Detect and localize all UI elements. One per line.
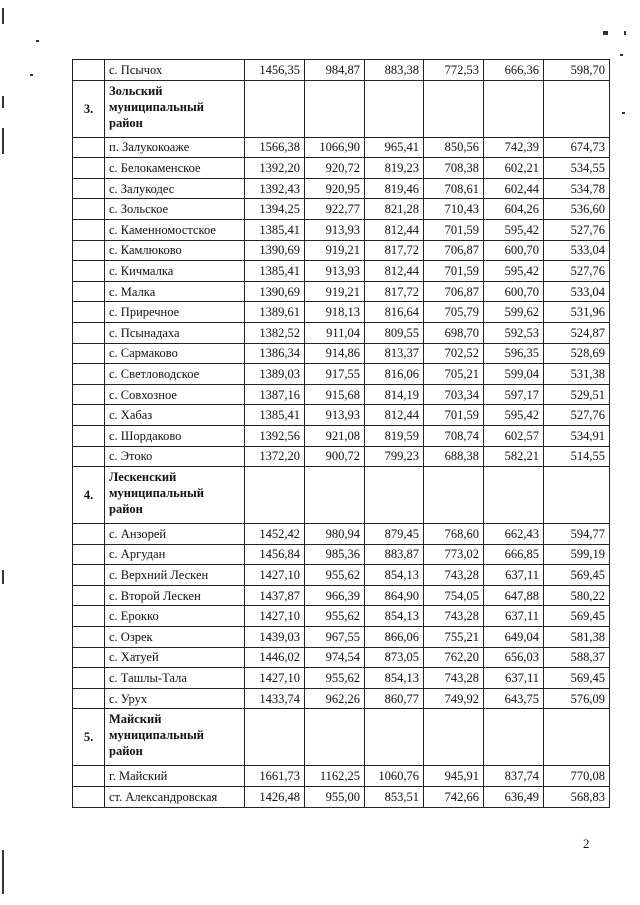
value-cell: 580,22 bbox=[544, 585, 610, 606]
value-cell: 854,13 bbox=[365, 668, 424, 689]
table-row bbox=[73, 787, 610, 808]
value-cell: 597,17 bbox=[484, 384, 544, 405]
value-cell: 864,90 bbox=[365, 585, 424, 606]
value-cell: 966,39 bbox=[305, 585, 365, 606]
value-cell: 770,08 bbox=[544, 766, 610, 787]
table-row bbox=[73, 585, 610, 606]
value-cell: 955,62 bbox=[305, 606, 365, 627]
value-cell: 674,73 bbox=[544, 137, 610, 158]
value-cell: 817,72 bbox=[365, 281, 424, 302]
empty-index-cell bbox=[73, 261, 105, 282]
value-cell: 647,88 bbox=[484, 585, 544, 606]
empty-cell bbox=[305, 467, 365, 524]
value-cell: 662,43 bbox=[484, 524, 544, 545]
value-cell: 656,03 bbox=[484, 647, 544, 668]
empty-index-cell bbox=[73, 688, 105, 709]
empty-index-cell bbox=[73, 425, 105, 446]
empty-index-cell bbox=[73, 405, 105, 426]
value-cell: 706,87 bbox=[424, 281, 484, 302]
value-cell: 531,96 bbox=[544, 302, 610, 323]
empty-index-cell bbox=[73, 240, 105, 261]
empty-cell bbox=[365, 709, 424, 766]
value-cell: 1387,16 bbox=[245, 384, 305, 405]
empty-cell bbox=[484, 709, 544, 766]
empty-cell bbox=[424, 709, 484, 766]
value-cell: 533,04 bbox=[544, 281, 610, 302]
district-name: Лескенский муниципальный район bbox=[105, 467, 245, 524]
empty-index-cell bbox=[73, 158, 105, 179]
value-cell: 598,70 bbox=[544, 60, 610, 81]
empty-index-cell bbox=[73, 178, 105, 199]
empty-index-cell bbox=[73, 281, 105, 302]
value-cell: 922,77 bbox=[305, 199, 365, 220]
value-cell: 534,55 bbox=[544, 158, 610, 179]
value-cell: 1427,10 bbox=[245, 565, 305, 586]
settlement-name: с. Шордаково bbox=[105, 425, 245, 446]
value-cell: 527,76 bbox=[544, 261, 610, 282]
district-number: 4. bbox=[73, 467, 105, 524]
settlement-name: с. Хабаз bbox=[105, 405, 245, 426]
value-cell: 581,38 bbox=[544, 627, 610, 648]
value-cell: 919,21 bbox=[305, 240, 365, 261]
table-row bbox=[73, 425, 610, 446]
settlement-name: с. Ташлы-Тала bbox=[105, 668, 245, 689]
table-row bbox=[73, 647, 610, 668]
value-cell: 604,26 bbox=[484, 199, 544, 220]
settlement-name: с. Хатуей bbox=[105, 647, 245, 668]
value-cell: 920,95 bbox=[305, 178, 365, 199]
value-cell: 1566,38 bbox=[245, 137, 305, 158]
value-cell: 883,38 bbox=[365, 60, 424, 81]
value-cell: 582,21 bbox=[484, 446, 544, 467]
value-cell: 1386,34 bbox=[245, 343, 305, 364]
value-cell: 1433,74 bbox=[245, 688, 305, 709]
value-cell: 918,13 bbox=[305, 302, 365, 323]
value-cell: 1385,41 bbox=[245, 261, 305, 282]
value-cell: 599,19 bbox=[544, 544, 610, 565]
value-cell: 534,78 bbox=[544, 178, 610, 199]
value-cell: 1066,90 bbox=[305, 137, 365, 158]
tariff-table bbox=[72, 59, 610, 808]
table-row bbox=[73, 322, 610, 343]
value-cell: 812,44 bbox=[365, 219, 424, 240]
value-cell: 913,93 bbox=[305, 219, 365, 240]
district-name: Майский муниципальный район bbox=[105, 709, 245, 766]
empty-index-cell bbox=[73, 647, 105, 668]
table-row bbox=[73, 688, 610, 709]
table-row bbox=[73, 158, 610, 179]
table-row bbox=[73, 240, 610, 261]
value-cell: 984,87 bbox=[305, 60, 365, 81]
district-row bbox=[73, 80, 610, 137]
value-cell: 1452,42 bbox=[245, 524, 305, 545]
table-row bbox=[73, 60, 610, 81]
value-cell: 637,11 bbox=[484, 668, 544, 689]
value-cell: 921,08 bbox=[305, 425, 365, 446]
value-cell: 1456,84 bbox=[245, 544, 305, 565]
empty-index-cell bbox=[73, 585, 105, 606]
value-cell: 666,36 bbox=[484, 60, 544, 81]
value-cell: 569,45 bbox=[544, 606, 610, 627]
settlement-name: с. Сармаково bbox=[105, 343, 245, 364]
settlement-name: с. Псынадаха bbox=[105, 322, 245, 343]
value-cell: 860,77 bbox=[365, 688, 424, 709]
value-cell: 883,87 bbox=[365, 544, 424, 565]
value-cell: 817,72 bbox=[365, 240, 424, 261]
value-cell: 873,05 bbox=[365, 647, 424, 668]
table-row bbox=[73, 261, 610, 282]
table-row bbox=[73, 544, 610, 565]
value-cell: 596,35 bbox=[484, 343, 544, 364]
value-cell: 955,62 bbox=[305, 668, 365, 689]
table-row bbox=[73, 178, 610, 199]
value-cell: 914,86 bbox=[305, 343, 365, 364]
empty-cell bbox=[544, 709, 610, 766]
value-cell: 743,28 bbox=[424, 565, 484, 586]
settlement-name: с. Озрек bbox=[105, 627, 245, 648]
settlement-name: с. Второй Лескен bbox=[105, 585, 245, 606]
empty-index-cell bbox=[73, 384, 105, 405]
settlement-name: ст. Александровская bbox=[105, 787, 245, 808]
value-cell: 768,60 bbox=[424, 524, 484, 545]
empty-index-cell bbox=[73, 219, 105, 240]
table-row bbox=[73, 565, 610, 586]
value-cell: 974,54 bbox=[305, 647, 365, 668]
value-cell: 962,26 bbox=[305, 688, 365, 709]
empty-index-cell bbox=[73, 302, 105, 323]
empty-index-cell bbox=[73, 766, 105, 787]
value-cell: 1372,20 bbox=[245, 446, 305, 467]
empty-cell bbox=[305, 80, 365, 137]
empty-index-cell bbox=[73, 544, 105, 565]
value-cell: 524,87 bbox=[544, 322, 610, 343]
settlement-name: с. Псычох bbox=[105, 60, 245, 81]
value-cell: 1427,10 bbox=[245, 668, 305, 689]
page-number: 2 bbox=[583, 836, 590, 851]
value-cell: 915,68 bbox=[305, 384, 365, 405]
value-cell: 754,05 bbox=[424, 585, 484, 606]
table-row bbox=[73, 302, 610, 323]
value-cell: 965,41 bbox=[365, 137, 424, 158]
value-cell: 602,57 bbox=[484, 425, 544, 446]
value-cell: 529,51 bbox=[544, 384, 610, 405]
value-cell: 708,74 bbox=[424, 425, 484, 446]
value-cell: 637,11 bbox=[484, 606, 544, 627]
settlement-name: с. Белокаменское bbox=[105, 158, 245, 179]
settlement-name: с. Приречное bbox=[105, 302, 245, 323]
value-cell: 772,53 bbox=[424, 60, 484, 81]
district-name: Зольский муниципальный район bbox=[105, 80, 245, 137]
value-cell: 980,94 bbox=[305, 524, 365, 545]
settlement-name: с. Анзорей bbox=[105, 524, 245, 545]
empty-index-cell bbox=[73, 199, 105, 220]
value-cell: 955,00 bbox=[305, 787, 365, 808]
settlement-name: с. Аргудан bbox=[105, 544, 245, 565]
value-cell: 819,23 bbox=[365, 158, 424, 179]
table-row bbox=[73, 219, 610, 240]
value-cell: 514,55 bbox=[544, 446, 610, 467]
empty-cell bbox=[544, 80, 610, 137]
value-cell: 1385,41 bbox=[245, 405, 305, 426]
value-cell: 1385,41 bbox=[245, 219, 305, 240]
value-cell: 703,34 bbox=[424, 384, 484, 405]
table-row bbox=[73, 668, 610, 689]
value-cell: 1382,52 bbox=[245, 322, 305, 343]
empty-cell bbox=[424, 467, 484, 524]
settlement-name: с. Каменномостское bbox=[105, 219, 245, 240]
value-cell: 945,91 bbox=[424, 766, 484, 787]
empty-index-cell bbox=[73, 606, 105, 627]
empty-cell bbox=[305, 709, 365, 766]
value-cell: 568,83 bbox=[544, 787, 610, 808]
value-cell: 1162,25 bbox=[305, 766, 365, 787]
value-cell: 602,21 bbox=[484, 158, 544, 179]
value-cell: 600,70 bbox=[484, 281, 544, 302]
empty-index-cell bbox=[73, 627, 105, 648]
value-cell: 816,64 bbox=[365, 302, 424, 323]
empty-index-cell bbox=[73, 60, 105, 81]
settlement-name: с. Этоко bbox=[105, 446, 245, 467]
value-cell: 900,72 bbox=[305, 446, 365, 467]
value-cell: 850,56 bbox=[424, 137, 484, 158]
district-number: 5. bbox=[73, 709, 105, 766]
value-cell: 705,79 bbox=[424, 302, 484, 323]
empty-index-cell bbox=[73, 137, 105, 158]
settlement-name: п. Залукокоаже bbox=[105, 137, 245, 158]
value-cell: 911,04 bbox=[305, 322, 365, 343]
value-cell: 812,44 bbox=[365, 405, 424, 426]
value-cell: 595,42 bbox=[484, 405, 544, 426]
district-row bbox=[73, 709, 610, 766]
value-cell: 819,59 bbox=[365, 425, 424, 446]
value-cell: 742,39 bbox=[484, 137, 544, 158]
value-cell: 701,59 bbox=[424, 405, 484, 426]
value-cell: 812,44 bbox=[365, 261, 424, 282]
value-cell: 531,38 bbox=[544, 364, 610, 385]
value-cell: 743,28 bbox=[424, 668, 484, 689]
value-cell: 1439,03 bbox=[245, 627, 305, 648]
value-cell: 649,04 bbox=[484, 627, 544, 648]
value-cell: 708,38 bbox=[424, 158, 484, 179]
value-cell: 837,74 bbox=[484, 766, 544, 787]
value-cell: 1456,35 bbox=[245, 60, 305, 81]
empty-cell bbox=[365, 80, 424, 137]
table-row bbox=[73, 405, 610, 426]
empty-cell bbox=[245, 80, 305, 137]
value-cell: 595,42 bbox=[484, 261, 544, 282]
value-cell: 749,92 bbox=[424, 688, 484, 709]
settlement-name: г. Майский bbox=[105, 766, 245, 787]
value-cell: 913,93 bbox=[305, 261, 365, 282]
value-cell: 819,46 bbox=[365, 178, 424, 199]
value-cell: 773,02 bbox=[424, 544, 484, 565]
value-cell: 688,38 bbox=[424, 446, 484, 467]
table-row bbox=[73, 364, 610, 385]
empty-index-cell bbox=[73, 446, 105, 467]
table-row bbox=[73, 384, 610, 405]
value-cell: 1392,20 bbox=[245, 158, 305, 179]
table-row bbox=[73, 524, 610, 545]
value-cell: 636,49 bbox=[484, 787, 544, 808]
value-cell: 955,62 bbox=[305, 565, 365, 586]
value-cell: 985,36 bbox=[305, 544, 365, 565]
value-cell: 1427,10 bbox=[245, 606, 305, 627]
value-cell: 1390,69 bbox=[245, 240, 305, 261]
value-cell: 527,76 bbox=[544, 219, 610, 240]
value-cell: 809,55 bbox=[365, 322, 424, 343]
value-cell: 637,11 bbox=[484, 565, 544, 586]
table-row bbox=[73, 281, 610, 302]
value-cell: 600,70 bbox=[484, 240, 544, 261]
value-cell: 1661,73 bbox=[245, 766, 305, 787]
value-cell: 569,45 bbox=[544, 565, 610, 586]
value-cell: 854,13 bbox=[365, 565, 424, 586]
value-cell: 698,70 bbox=[424, 322, 484, 343]
value-cell: 536,60 bbox=[544, 199, 610, 220]
settlement-name: с. Светловодское bbox=[105, 364, 245, 385]
value-cell: 1389,61 bbox=[245, 302, 305, 323]
value-cell: 967,55 bbox=[305, 627, 365, 648]
value-cell: 742,66 bbox=[424, 787, 484, 808]
value-cell: 1389,03 bbox=[245, 364, 305, 385]
value-cell: 1392,56 bbox=[245, 425, 305, 446]
empty-index-cell bbox=[73, 343, 105, 364]
value-cell: 569,45 bbox=[544, 668, 610, 689]
table-row bbox=[73, 606, 610, 627]
empty-index-cell bbox=[73, 787, 105, 808]
value-cell: 599,04 bbox=[484, 364, 544, 385]
value-cell: 814,19 bbox=[365, 384, 424, 405]
empty-cell bbox=[365, 467, 424, 524]
value-cell: 528,69 bbox=[544, 343, 610, 364]
value-cell: 595,42 bbox=[484, 219, 544, 240]
table-row bbox=[73, 627, 610, 648]
value-cell: 710,43 bbox=[424, 199, 484, 220]
table-row bbox=[73, 446, 610, 467]
value-cell: 1392,43 bbox=[245, 178, 305, 199]
value-cell: 853,51 bbox=[365, 787, 424, 808]
value-cell: 701,59 bbox=[424, 261, 484, 282]
settlement-name: с. Урух bbox=[105, 688, 245, 709]
table-row bbox=[73, 137, 610, 158]
value-cell: 1426,48 bbox=[245, 787, 305, 808]
settlement-name: с. Зольское bbox=[105, 199, 245, 220]
value-cell: 602,44 bbox=[484, 178, 544, 199]
value-cell: 866,06 bbox=[365, 627, 424, 648]
value-cell: 813,37 bbox=[365, 343, 424, 364]
value-cell: 702,52 bbox=[424, 343, 484, 364]
value-cell: 854,13 bbox=[365, 606, 424, 627]
empty-cell bbox=[245, 467, 305, 524]
value-cell: 708,61 bbox=[424, 178, 484, 199]
settlement-name: с. Залукодес bbox=[105, 178, 245, 199]
value-cell: 527,76 bbox=[544, 405, 610, 426]
value-cell: 576,09 bbox=[544, 688, 610, 709]
value-cell: 1060,76 bbox=[365, 766, 424, 787]
value-cell: 917,55 bbox=[305, 364, 365, 385]
empty-cell bbox=[484, 467, 544, 524]
value-cell: 1437,87 bbox=[245, 585, 305, 606]
empty-index-cell bbox=[73, 364, 105, 385]
settlement-name: с. Ерокко bbox=[105, 606, 245, 627]
empty-index-cell bbox=[73, 565, 105, 586]
value-cell: 594,77 bbox=[544, 524, 610, 545]
value-cell: 755,21 bbox=[424, 627, 484, 648]
value-cell: 643,75 bbox=[484, 688, 544, 709]
value-cell: 706,87 bbox=[424, 240, 484, 261]
empty-cell bbox=[245, 709, 305, 766]
value-cell: 1390,69 bbox=[245, 281, 305, 302]
settlement-name: с. Малка bbox=[105, 281, 245, 302]
value-cell: 919,21 bbox=[305, 281, 365, 302]
value-cell: 762,20 bbox=[424, 647, 484, 668]
settlement-name: с. Верхний Лескен bbox=[105, 565, 245, 586]
value-cell: 799,23 bbox=[365, 446, 424, 467]
settlement-name: с. Камлюково bbox=[105, 240, 245, 261]
district-row bbox=[73, 467, 610, 524]
value-cell: 701,59 bbox=[424, 219, 484, 240]
value-cell: 588,37 bbox=[544, 647, 610, 668]
empty-index-cell bbox=[73, 524, 105, 545]
empty-cell bbox=[424, 80, 484, 137]
value-cell: 533,04 bbox=[544, 240, 610, 261]
table-row bbox=[73, 766, 610, 787]
value-cell: 913,93 bbox=[305, 405, 365, 426]
settlement-name: с. Кичмалка bbox=[105, 261, 245, 282]
empty-index-cell bbox=[73, 668, 105, 689]
settlement-name: с. Совхозное bbox=[105, 384, 245, 405]
value-cell: 666,85 bbox=[484, 544, 544, 565]
value-cell: 879,45 bbox=[365, 524, 424, 545]
value-cell: 821,28 bbox=[365, 199, 424, 220]
value-cell: 1394,25 bbox=[245, 199, 305, 220]
empty-index-cell bbox=[73, 322, 105, 343]
value-cell: 705,21 bbox=[424, 364, 484, 385]
table-row bbox=[73, 199, 610, 220]
value-cell: 534,91 bbox=[544, 425, 610, 446]
value-cell: 920,72 bbox=[305, 158, 365, 179]
value-cell: 816,06 bbox=[365, 364, 424, 385]
value-cell: 743,28 bbox=[424, 606, 484, 627]
empty-cell bbox=[484, 80, 544, 137]
district-number: 3. bbox=[73, 80, 105, 137]
value-cell: 1446,02 bbox=[245, 647, 305, 668]
value-cell: 592,53 bbox=[484, 322, 544, 343]
value-cell: 599,62 bbox=[484, 302, 544, 323]
empty-cell bbox=[544, 467, 610, 524]
table-row bbox=[73, 343, 610, 364]
